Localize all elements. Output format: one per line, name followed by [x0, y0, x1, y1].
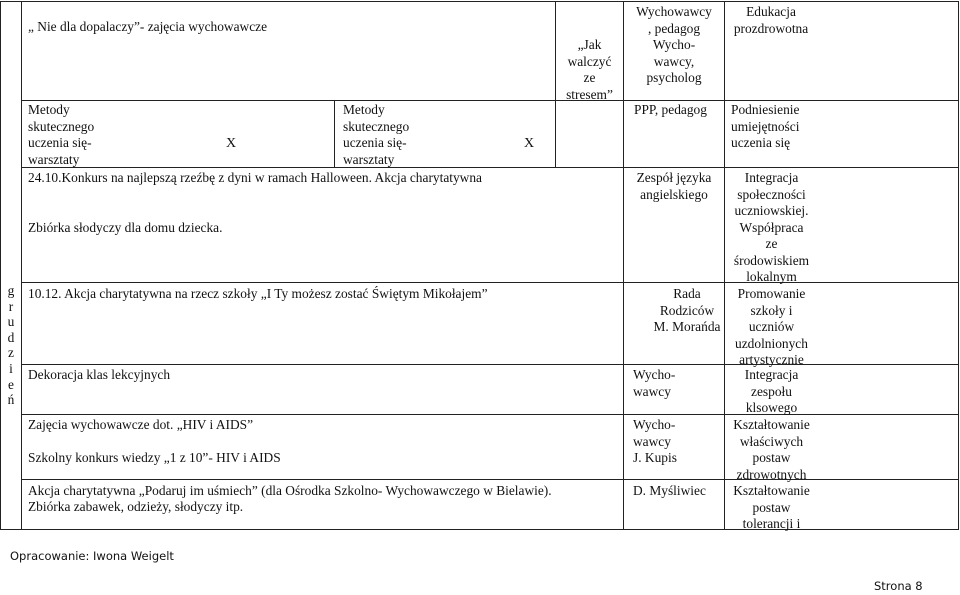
- month-letter: z: [8, 345, 14, 361]
- cell-line: ze: [765, 236, 778, 251]
- cell-line: warsztaty: [28, 151, 80, 167]
- cell-line: , pedagog: [647, 20, 701, 36]
- cell-line: uczenia się: [731, 135, 791, 150]
- cell-line: tolerancji i: [742, 516, 801, 531]
- cell-line: uczniowskiej.: [734, 203, 809, 218]
- cell-line: psycholog: [646, 70, 702, 85]
- cell-line: wawcy: [633, 383, 671, 399]
- row7-activity: Szkolny konkurs wiedzy „1 z 10”- HIV i AIDS: [28, 450, 281, 465]
- cell-line: warsztaty: [343, 151, 395, 167]
- cell-line: prozdrowotna: [733, 20, 809, 36]
- cell-line: środowiskiem: [733, 252, 810, 268]
- cell-line: właściwych: [739, 433, 804, 449]
- cell-line: postaw: [752, 450, 791, 465]
- cell-line: angielskiego: [640, 186, 708, 202]
- month-letter: d: [7, 329, 15, 345]
- cell-line: klsowego: [745, 400, 798, 415]
- cell-line: uzdolnionych: [735, 335, 808, 351]
- row6-responsible: [633, 417, 675, 450]
- month-letter: e: [8, 376, 14, 392]
- cell-line: postaw: [752, 499, 791, 515]
- cell-line: lokalnym: [746, 269, 797, 284]
- row1-activity: „ Nie dla dopalaczy”- zajęcia wychowawcze: [28, 19, 268, 34]
- month-letter: g: [7, 283, 15, 298]
- cell-line: zdrowotnych: [736, 466, 807, 482]
- row4-goal: [725, 286, 818, 369]
- row1-responsible: [624, 4, 724, 87]
- row8-responsible: D. Myśliwiec: [633, 483, 706, 498]
- row5-responsible: [633, 367, 675, 400]
- cell-line: wawcy,: [653, 53, 695, 69]
- cell-line: Rodziców: [659, 302, 715, 318]
- cell-line: umiejętności: [731, 118, 800, 134]
- row7-goal: [725, 450, 818, 483]
- cell-line: M. Morańda: [653, 319, 721, 334]
- row1-goal: [725, 4, 817, 37]
- cell-line: Podniesienie: [731, 102, 800, 117]
- footer-page-number: Strona 8: [874, 579, 923, 593]
- row6-goal: [725, 417, 818, 450]
- row2-col2-text: [343, 102, 409, 168]
- cell-line: uczenia się-: [28, 135, 92, 150]
- row7-responsible: J. Kupis: [633, 450, 677, 465]
- row5-activity: Dekoracja klas lekcyjnych: [28, 367, 171, 382]
- cell-line: ze: [583, 70, 596, 85]
- cell-line: Rada: [673, 286, 701, 301]
- cell-line: Integracja: [744, 367, 799, 382]
- row5-goal: [725, 367, 818, 417]
- cell-line: Zespół języka: [636, 170, 712, 185]
- cell-line: walczyć: [567, 53, 612, 69]
- row2-col2-mark: X: [524, 136, 535, 151]
- cell-line: uczniów: [748, 319, 795, 334]
- cell-line: Wycho-: [633, 367, 676, 382]
- row8-activity-line2: Zbiórka zabawek, odzieży, słodyczy itp.: [28, 499, 244, 514]
- cell-line: Kształtowanie: [733, 483, 810, 498]
- cell-line: Integracja: [744, 170, 799, 185]
- month-letter: ń: [7, 392, 15, 408]
- month-letter: r: [8, 298, 14, 314]
- row3-goal: [725, 170, 818, 286]
- cell-line: Wychowawcy: [636, 4, 712, 19]
- footer-author: Opracowanie: Iwona Weigelt: [10, 549, 174, 563]
- month-letter: u: [7, 314, 15, 330]
- cell-line: „Jak: [577, 37, 602, 52]
- row6-activity: Zajęcia wychowawcze dot. „HIV i AIDS”: [28, 417, 254, 432]
- row3-activity-line1: 24.10.Konkurs na najlepszą rzeźbę z dyni w ramach Halloween. Akcja charytatywna: [28, 170, 482, 185]
- cell-line: Współpraca: [739, 219, 804, 235]
- row4-activity: 10.12. Akcja charytatywna na rzecz szkoły „I Ty możesz zostać Świętym Mikołajem”: [28, 286, 488, 301]
- cell-line: Kształtowanie: [733, 417, 810, 432]
- cell-line: stresem”: [566, 86, 613, 102]
- cell-line: artystycznie: [739, 352, 804, 367]
- cell-line: Wycho-: [633, 417, 676, 432]
- row2-responsible: PPP, pedagog: [634, 102, 707, 117]
- cell-line: zespołu: [751, 383, 792, 399]
- row3-responsible: [624, 170, 724, 203]
- row2-goal: [731, 102, 799, 152]
- cell-line: Promowanie: [737, 286, 806, 301]
- cell-line: szkoły i: [750, 302, 793, 318]
- cell-line: skutecznego: [28, 118, 95, 134]
- cell-line: Metody: [28, 102, 70, 117]
- cell-line: społeczności: [737, 186, 806, 202]
- cell-line: Wycho-: [652, 37, 696, 52]
- row3-activity-line2: Zbiórka słodyczy dla domu dziecka.: [28, 220, 223, 235]
- cell-line: Edukacja: [746, 4, 796, 19]
- row8-goal: [725, 483, 818, 533]
- cell-line: Metody: [343, 102, 385, 117]
- row8-activity-line1: Akcja charytatywna „Podaruj im uśmiech” (dla Ośrodka Szkolno- Wychowawczego w Bielawie).: [28, 483, 552, 498]
- row1-col3-text: [556, 37, 623, 103]
- month-label-vertical: [2, 283, 20, 408]
- month-letter: i: [9, 360, 13, 376]
- row2-col1-mark: X: [226, 136, 237, 151]
- cell-line: wawcy: [633, 433, 671, 449]
- cell-line: uczenia się-: [343, 135, 407, 150]
- cell-line: skutecznego: [343, 118, 410, 134]
- row2-col1-text: [28, 102, 94, 168]
